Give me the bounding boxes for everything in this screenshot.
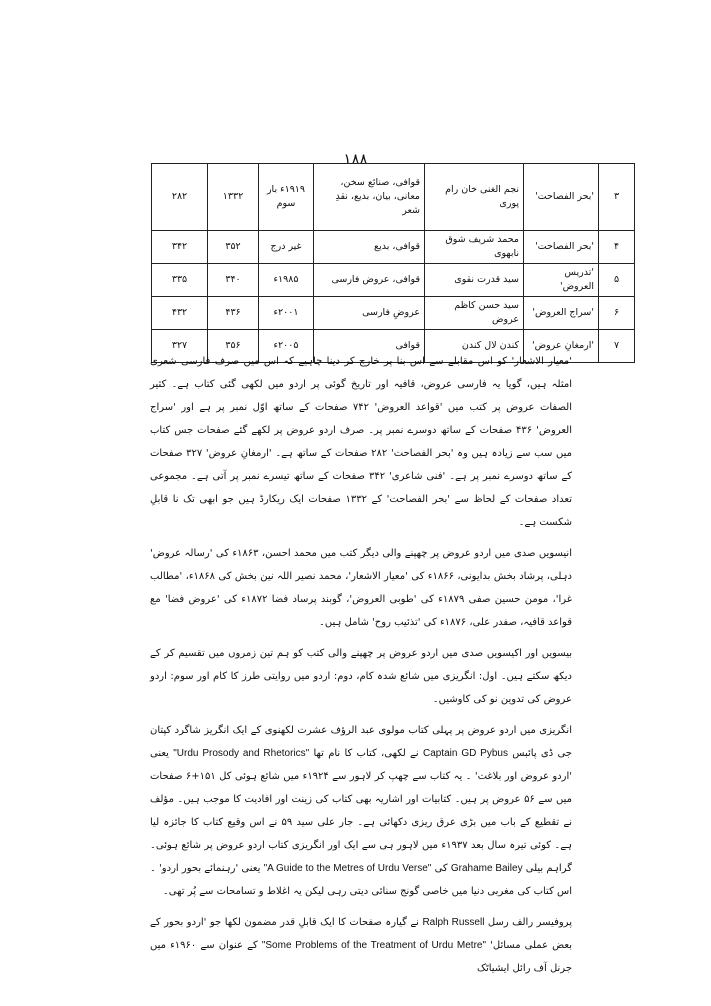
table-row [152, 164, 635, 231]
table-cell-title: 'سراج العروض' [524, 297, 599, 330]
table-cell-serial: ۳ [599, 164, 635, 231]
paragraph-4 [150, 719, 572, 903]
table-cell-serial: ۵ [599, 264, 635, 297]
table-cell-year: ۱۹۱۹ء بار سوم [259, 164, 314, 231]
table-cell-urdu-pages: ۴۳۲ [152, 297, 208, 330]
english-name-russell: Ralph Russell [422, 917, 485, 928]
table-cell-pages: ۴۳۶ [208, 297, 259, 330]
english-name-pybus: Captain GD Pybus [422, 748, 508, 759]
table-cell-serial: ۴ [599, 231, 635, 264]
paragraph-1: 'معیار الاشعار' کو اس مقابلے سے اس بنا پر خارج کر دینا چاہیے کہ اس میں صرف فارسی شعری امثلہ ہیں، گویا یہ فارسی عروض، قافیہ اور تاریخ گوئی پر اردو میں لکھی گئی کتاب ہے۔ کثیر الصفات عروض پر کتب میں 'قواعد العروض' ۷۴۲ صفحات کے ساتھ اوّل نمبر پر ہے اور 'سراج العروض' ۴۳۶ صفحات کے ساتھ دوسرے نمبر پر۔ صرف اردو عروض پر لکھے گئے صفحات جس کتاب میں سب سے زیادہ ہیں وہ 'بحر الفصاحت' ۲۸۲ صفحات کے ساتھ ہے۔ 'ارمغانِ عروض' ۳۲۷ صفحات کے ساتھ دوسرے نمبر پر ہے۔ 'فنی شاعری' ۳۴۲ صفحات کے ساتھ تیسرے نمبر پر آتی ہے۔ مجموعی تعداد صفحات کے لحاظ سے 'بحر الفصاحت' کے ۱۳۳۲ صفحات ایک ریکارڈ ہیں جو ابھی تک نا قابلِ شکست ہے۔ [150, 356, 573, 528]
english-title-some-problems: "Some Problems of the Treatment of Urdu Metre" [261, 940, 487, 951]
table-cell-pages: ۳۴۰ [208, 264, 259, 297]
paragraph-5-part-c: کے عنوان سے ۱۹۶۰ء میں جرنل آف رائل ایشیاٹک [150, 940, 572, 974]
table-cell-title: 'بحر الفصاحت' [524, 164, 599, 231]
table-cell-author: سید قدرت نقوی [425, 264, 524, 297]
paragraph-4-part-c: یعنی 'اردو عروض اور بلاغت' ۔ یہ کتاب سے چھپ کر لاہور سے ۱۹۲۴ء میں شائع ہوئی کل ۱۵۱+۶ صفحات میں سے ۵۶ عروض پر ہیں۔ کتابیات اور اشاریہ بھی کتاب کی زینت اور افادیت کا موجب ہیں۔ مؤلف نے تقطیع کے باب میں بڑی عرق ریزی دکھائی ہے۔ جار علی سید ۵۹ نے اس وقیع کتاب کا جائزہ لیا ہے۔ کوئی تیرہ سال بعد ۱۹۳۷ء میں لاہور ہی سے ایک اور انگریزی کتاب اردو عروض پر شائع ہوئی۔ گراہم بیلی [150, 748, 573, 874]
table-row [152, 297, 635, 330]
table-cell-topic: قوافی، عروض فارسی [314, 264, 425, 297]
page-number: ۱۸۸ [343, 150, 368, 168]
english-title-guide-metres: "A Guide to the Metres of Urdu Verse" [263, 863, 432, 874]
paragraph-5 [150, 911, 572, 980]
paragraph-5-part-a: پروفیسر رالف رسل [487, 917, 572, 928]
paragraph-4-part-a: انگریزی میں اردو عروض پر پہلی کتاب مولوی عبد الرؤف عشرت لکھنوی کے ایک انگریز شاگرد کپتان جی ڈی پائبس [150, 725, 572, 759]
table-cell-serial: ۷ [599, 330, 635, 363]
table-cell-author: سید حسن کاظم عروض [425, 297, 524, 330]
table-cell-author: محمد شریف شوق نابھوی [425, 231, 524, 264]
english-name-bailey: Grahame Bailey [450, 863, 523, 874]
table-cell-year: غیر درج [259, 231, 314, 264]
table-cell-year: ۱۹۸۵ء [259, 264, 314, 297]
table-row [152, 231, 635, 264]
body-text [150, 350, 572, 988]
table-cell-pages: ۳۵۲ [208, 231, 259, 264]
table-cell-pages: ۱۳۳۲ [208, 164, 259, 231]
table-cell-title: 'تدریس العروض' [524, 264, 599, 297]
table-cell-urdu-pages: ۲۸۲ [152, 164, 208, 231]
table-cell-topic: قوافی، بدیع [314, 231, 425, 264]
paragraph-4-part-e: یعنی 'رہنمائے بحور اردو' ۔ اس کتاب کی مغربی دنیا میں خاصی گونج سنائی دیتی رہی لیکن یہ اغلاط و تسامحات سے پُر تھی۔ [150, 863, 572, 897]
books-table [151, 163, 635, 363]
english-title-urdu-prosody: "Urdu Prosody and Rhetorics" [173, 748, 310, 759]
table-cell-title: 'بحر الفصاحت' [524, 231, 599, 264]
table-cell-topic: عروضِ فارسی [314, 297, 425, 330]
table-cell-author: کندن لال کندن [425, 330, 524, 363]
table-cell-topic: قوافی، صنائع سخن، معانی، بیان، بدیع، نقدِ شعر [314, 164, 425, 231]
paragraph-5-part-b: نے گیارہ صفحات کا ایک قابلِ قدر مضمون لکھا جو 'اردو بحور کے بعض عملی مسائل' [150, 917, 573, 951]
table-cell-year: ۲۰۰۱ء [259, 297, 314, 330]
table-cell-pages: ۳۵۶ [208, 330, 259, 363]
table-cell-urdu-pages: ۳۳۵ [152, 264, 208, 297]
table-cell-topic: قوافی [314, 330, 425, 363]
table-row [152, 264, 635, 297]
paragraph-4-part-b: نے لکھی، کتاب کا نام تھا [313, 748, 419, 759]
table-cell-urdu-pages: ۳۲۷ [152, 330, 208, 363]
table-cell-title: 'ارمغانِ عروض' [524, 330, 599, 363]
paragraph-4-part-d: کی [434, 863, 448, 874]
paragraph-2: انیسویں صدی میں اردو عروض پر چھپنے والی دیگر کتب میں محمد احسن، ۱۸۶۳ء کی 'رسالہ عروض' دہلی، پرشاد بخش بدایونی، ۱۸۶۶ء کی 'معیار الاشعار'، محمد نصیر اللہ نین بخش کی ۱۸۶۸ء، 'مطالب غرا'، مومن حسین صفی ۱۸۷۹ء کی 'طوبی العروض'، گوبند پرساد فضا ۱۸۷۲ء کی 'عروض فضا' مع قواعد قافیہ، صفدر علی، ۱۸۷۶ء کی 'تذئیب روح' شامل ہیں۔ [150, 548, 572, 628]
paragraph-3: بیسویں اور اکیسویں صدی میں اردو عروض پر چھپنے والی کتب کو ہم تین زمروں میں تقسیم کر کے دیکھ سکتے ہیں۔ اول: انگریزی میں شائع شدہ کام، دوم: اردو میں روایتی طرز کا کام اور سوم: اردو عروض کی تدوین نو کی کاوشیں۔ [150, 648, 572, 705]
table-cell-author: نجم الغنی خان رام پوری [425, 164, 524, 231]
table-cell-year: ۲۰۰۵ء [259, 330, 314, 363]
table-cell-urdu-pages: ۳۴۲ [152, 231, 208, 264]
table-cell-serial: ۶ [599, 297, 635, 330]
